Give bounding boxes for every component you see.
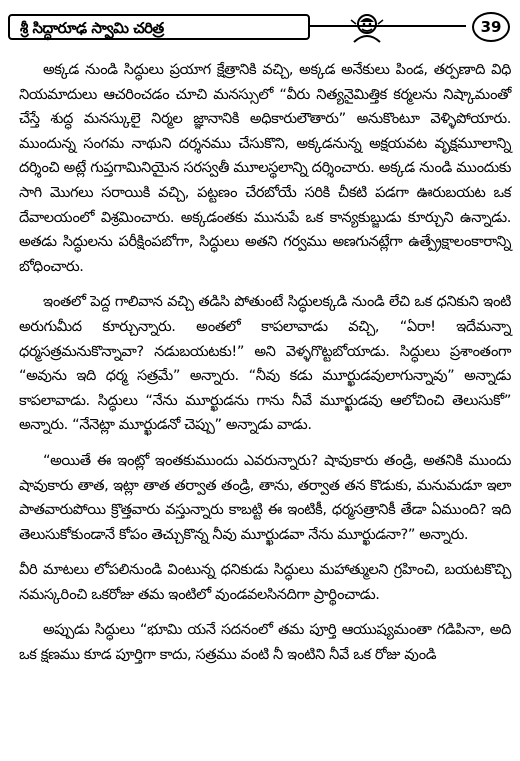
page-number: 39	[472, 12, 510, 42]
header-title-box	[8, 14, 310, 40]
paragraph-2: ఇంతలో పెద్ద గాలివాన వచ్చి తడిసి పోతుంటే సిద్ధులక్కడి నుండి లేచి ఒక ధనికుని ఇంటి అరుగుమీద కూర్చున్నారు. అంతలో కాపలావాడు వచ్చి, “ఏరా! ఇదేమన్నా ధర్మసత్రమనుకొన్నావా? నడుబయటకు!” అని వెళ్ళగొట్టబోయాడు. సిద్ధులు ప్రశాంతంగా “అవును ఇది ధర్మ సత్రమే” అన్నారు. “నీవు కడు మూర్ఖుడవులాగున్నావు” అన్నాడు కాపలావాడు. సిద్ధులు “నేను మూర్ఖుడను గాను నీవే మూర్ఖుడవు ఆలోచించి తెలుసుకో” అన్నారు. “నేనెట్లా మూర్ఖుడనో చెప్పు” అన్నాడు వాడు.	[19, 293, 511, 434]
book-title: శ్రీ సిద్ధారూఢ స్వామి చరిత్ర	[20, 19, 164, 37]
running-header	[8, 14, 510, 44]
header-rule	[310, 25, 466, 27]
paragraph-5: అప్పుడు సిద్ధులు “భూమి యనే సదనంలో తమ పూర్తి ఆయుష్యమంతా గడిపినా, అది ఒక క్షణము కూడ పూర్తిగా కాదు, సత్రము వంటి నీ ఇంటిని నీవే ఒక రోజు వుండి	[19, 621, 511, 664]
paragraph-3: “అయితే ఈ ఇంట్లో ఇంతకుముందు ఎవరున్నారు? షావుకారు తండ్రి, అతనికి ముందు షావుకారు తాత, ఇట్లా తాత తర్వాత తండ్రి, తాను, తర్వాత తన కొడుకు, మనుమడూ ఇలా పాతవారుపోయి క్రొత్తవారు వస్తున్నారు కాబట్టి ఈ ఇంటికీ, ధర్మసత్రానికీ తేడా ఏముంది? ఇది తెలుసుకోకుండానే కోపం తెచ్చుకొన్న నీవు మూర్ఖుడవా నేను మూర్ఖుడనా?” అన్నారు.	[19, 451, 511, 543]
saint-portrait-emblem	[348, 10, 386, 44]
paragraph-4: వీరి మాటలు లోపలినుండి వింటున్న ధనికుడు సిద్ధులు మహాత్ములని గ్రహించి, బయటకొచ్చి నమస్కరించి ఒకరోజు తమ ఇంటిలో వుండవలసినదిగా ప్రార్థించాడు.	[19, 561, 511, 603]
body-text	[19, 58, 511, 679]
paragraph-1: అక్కడ నుండి సిద్ధులు ప్రయాగ క్షేత్రానికి వచ్చి, అక్కడ అనేకులు పిండ, తర్పణాది విధి నియమాదులు ఆచరించడం చూచి మనస్సులో “వీరు నిత్యనైమిత్తిక కర్మలను నిష్కామంతో చేస్తే శుద్ధ మనస్కులై నిర్మల జ్ఞానానికి అధికారులౌతారు” అనుకొంటూ వెళ్ళిపోయారు. ముందున్న సంగమ నాథుని దర్శనము చేసుకొని, అక్కడనున్న అక్షయవట వృక్షమూలాన్ని దర్శించి అట్లే గుప్తగామినియైన సరస్వతీ మూలస్థలాన్ని దర్శించారు. అక్కడ నుండి ముందుకు సాగి మొగలు సరాయికి వచ్చి, పట్టణం చేరబోయే సరికి చీకటి పడగా ఊరుబయట ఒక దేవాలయంలో విశ్రమించారు. అక్కడంతకు మునుపే ఒక కాన్యకుబ్జుడు కూర్చుని ఉన్నాడు. అతడు సిద్ధులను పరీక్షింపబోగా, సిద్ధులు అతని గర్వము అణగునట్లేగా ఉత్ప్రేక్షాలంకారాన్ని బోధించారు.	[19, 61, 511, 275]
